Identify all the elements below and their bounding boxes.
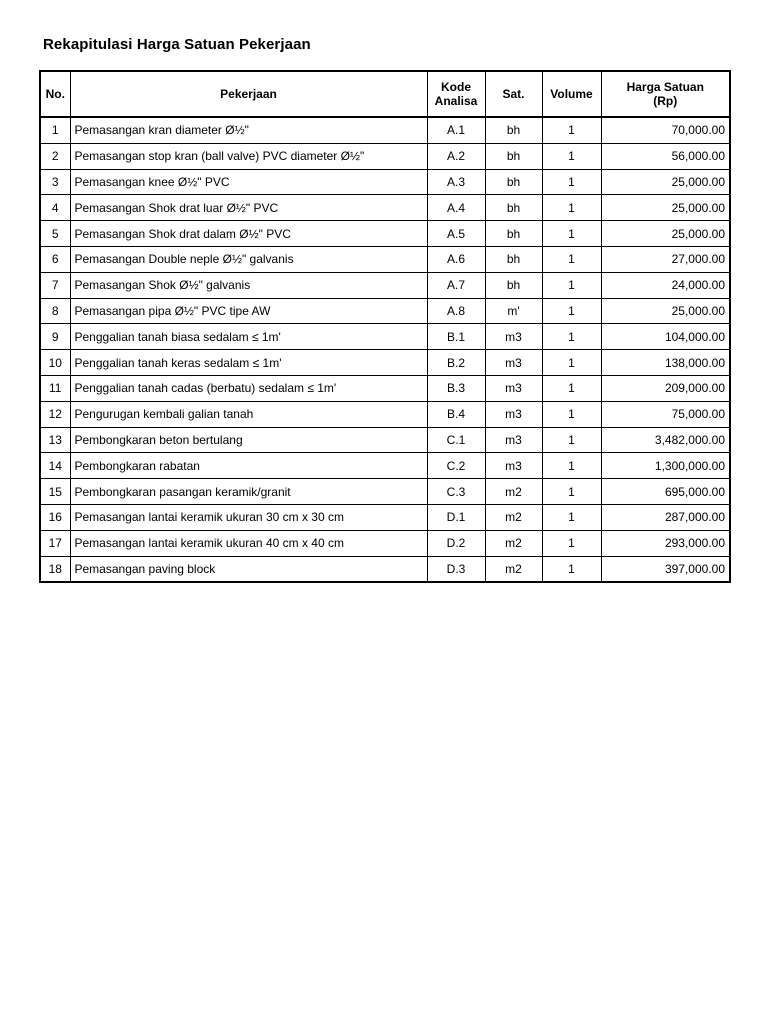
cell-work: Pembongkaran pasangan keramik/granit: [70, 479, 427, 505]
table-row: [40, 427, 730, 453]
table-row: [40, 169, 730, 195]
cell-unit: m2: [485, 479, 542, 505]
cell-volume: 1: [542, 117, 601, 143]
cell-price: 25,000.00: [601, 169, 730, 195]
cell-code: A.7: [427, 272, 485, 298]
table-body: [40, 117, 730, 582]
cell-work: Pemasangan knee Ø½" PVC: [70, 169, 427, 195]
table-row: [40, 143, 730, 169]
cell-volume: 1: [542, 272, 601, 298]
header-price: [601, 71, 730, 117]
cell-unit: bh: [485, 117, 542, 143]
cell-work: Pengurugan kembali galian tanah: [70, 401, 427, 427]
cell-price: 25,000.00: [601, 221, 730, 247]
cell-unit: m2: [485, 556, 542, 582]
cell-unit: m3: [485, 453, 542, 479]
cell-code: D.3: [427, 556, 485, 582]
cell-volume: 1: [542, 169, 601, 195]
cell-volume: 1: [542, 246, 601, 272]
table-row: [40, 556, 730, 582]
cell-work: Pemasangan Shok drat dalam Ø½" PVC: [70, 221, 427, 247]
cell-no: 13: [40, 427, 70, 453]
cell-unit: bh: [485, 221, 542, 247]
cell-no: 9: [40, 324, 70, 350]
cell-no: 3: [40, 169, 70, 195]
cell-price: 695,000.00: [601, 479, 730, 505]
table-row: [40, 350, 730, 376]
cell-price: 75,000.00: [601, 401, 730, 427]
cell-work: Pemasangan stop kran (ball valve) PVC diameter Ø½": [70, 143, 427, 169]
cell-volume: 1: [542, 530, 601, 556]
cell-unit: m': [485, 298, 542, 324]
table-row: [40, 195, 730, 221]
cell-work: Penggalian tanah keras sedalam ≤ 1m': [70, 350, 427, 376]
cell-volume: 1: [542, 427, 601, 453]
cell-price: 25,000.00: [601, 195, 730, 221]
cell-no: 12: [40, 401, 70, 427]
cell-unit: bh: [485, 169, 542, 195]
cell-unit: m3: [485, 324, 542, 350]
cell-no: 11: [40, 375, 70, 401]
cell-volume: 1: [542, 221, 601, 247]
cell-code: D.1: [427, 504, 485, 530]
cell-code: A.2: [427, 143, 485, 169]
header-code-line2: Analisa: [434, 94, 478, 108]
cell-code: A.6: [427, 246, 485, 272]
table-row: [40, 504, 730, 530]
cell-no: 14: [40, 453, 70, 479]
cell-volume: 1: [542, 401, 601, 427]
cell-no: 4: [40, 195, 70, 221]
cell-unit: m3: [485, 375, 542, 401]
cell-work: Pemasangan Double neple Ø½" galvanis: [70, 246, 427, 272]
table-row: [40, 324, 730, 350]
cell-volume: 1: [542, 350, 601, 376]
cell-code: B.1: [427, 324, 485, 350]
cell-unit: bh: [485, 143, 542, 169]
cell-price: 27,000.00: [601, 246, 730, 272]
cell-volume: 1: [542, 143, 601, 169]
cell-code: A.1: [427, 117, 485, 143]
table-row: [40, 375, 730, 401]
cell-code: D.2: [427, 530, 485, 556]
cell-unit: m2: [485, 530, 542, 556]
header-no: No.: [40, 71, 70, 117]
cell-work: Pemasangan paving block: [70, 556, 427, 582]
header-price-line2: (Rp): [653, 94, 678, 108]
cell-unit: m3: [485, 427, 542, 453]
cell-no: 2: [40, 143, 70, 169]
cell-volume: 1: [542, 453, 601, 479]
cell-volume: 1: [542, 556, 601, 582]
table-row: [40, 221, 730, 247]
table-row: [40, 298, 730, 324]
cell-work: Pembongkaran rabatan: [70, 453, 427, 479]
document-title: Rekapitulasi Harga Satuan Pekerjaan: [43, 36, 311, 53]
cell-price: 70,000.00: [601, 117, 730, 143]
cell-code: A.3: [427, 169, 485, 195]
cell-price: 209,000.00: [601, 375, 730, 401]
cell-no: 7: [40, 272, 70, 298]
cell-price: 397,000.00: [601, 556, 730, 582]
header-code-line1: Kode: [441, 80, 471, 94]
table-row: [40, 479, 730, 505]
cell-unit: bh: [485, 272, 542, 298]
cell-unit: bh: [485, 246, 542, 272]
cell-unit: m2: [485, 504, 542, 530]
cell-price: 138,000.00: [601, 350, 730, 376]
cell-volume: 1: [542, 324, 601, 350]
cell-code: B.2: [427, 350, 485, 376]
header-price-line1: Harga Satuan: [626, 80, 704, 94]
table-row: [40, 401, 730, 427]
cell-no: 1: [40, 117, 70, 143]
cell-price: 3,482,000.00: [601, 427, 730, 453]
cell-price: 24,000.00: [601, 272, 730, 298]
cell-work: Penggalian tanah biasa sedalam ≤ 1m': [70, 324, 427, 350]
cell-no: 10: [40, 350, 70, 376]
cell-price: 1,300,000.00: [601, 453, 730, 479]
cell-work: Pemasangan lantai keramik ukuran 40 cm x 40 cm: [70, 530, 427, 556]
cell-no: 17: [40, 530, 70, 556]
cell-work: Pembongkaran beton bertulang: [70, 427, 427, 453]
header-work: Pekerjaan: [70, 71, 427, 117]
cell-volume: 1: [542, 375, 601, 401]
cell-work: Pemasangan Shok Ø½" galvanis: [70, 272, 427, 298]
cell-no: 5: [40, 221, 70, 247]
cell-unit: m3: [485, 350, 542, 376]
cell-code: C.2: [427, 453, 485, 479]
cell-code: C.1: [427, 427, 485, 453]
cell-unit: m3: [485, 401, 542, 427]
cell-price: 104,000.00: [601, 324, 730, 350]
cell-code: B.4: [427, 401, 485, 427]
table-row: [40, 453, 730, 479]
cell-volume: 1: [542, 479, 601, 505]
table-row: [40, 246, 730, 272]
cell-price: 293,000.00: [601, 530, 730, 556]
cell-work: Penggalian tanah cadas (berbatu) sedalam ≤ 1m': [70, 375, 427, 401]
cell-no: 18: [40, 556, 70, 582]
cell-code: A.4: [427, 195, 485, 221]
header-unit: Sat.: [485, 71, 542, 117]
cell-work: Pemasangan Shok drat luar Ø½" PVC: [70, 195, 427, 221]
cell-work: Pemasangan pipa Ø½" PVC tipe AW: [70, 298, 427, 324]
table-row: [40, 272, 730, 298]
header-volume: Volume: [542, 71, 601, 117]
table-row: [40, 117, 730, 143]
cell-price: 56,000.00: [601, 143, 730, 169]
cell-unit: bh: [485, 195, 542, 221]
table-row: [40, 530, 730, 556]
cell-work: Pemasangan kran diameter Ø½": [70, 117, 427, 143]
cell-price: 25,000.00: [601, 298, 730, 324]
table-header-row: [40, 71, 730, 117]
cell-price: 287,000.00: [601, 504, 730, 530]
cell-work: Pemasangan lantai keramik ukuran 30 cm x 30 cm: [70, 504, 427, 530]
cell-no: 6: [40, 246, 70, 272]
cell-no: 8: [40, 298, 70, 324]
header-code: [427, 71, 485, 117]
cell-code: C.3: [427, 479, 485, 505]
cell-no: 16: [40, 504, 70, 530]
cell-volume: 1: [542, 298, 601, 324]
cell-code: B.3: [427, 375, 485, 401]
cell-code: A.5: [427, 221, 485, 247]
cell-volume: 1: [542, 195, 601, 221]
cell-volume: 1: [542, 504, 601, 530]
price-recap-table: [39, 70, 731, 583]
cell-code: A.8: [427, 298, 485, 324]
cell-no: 15: [40, 479, 70, 505]
